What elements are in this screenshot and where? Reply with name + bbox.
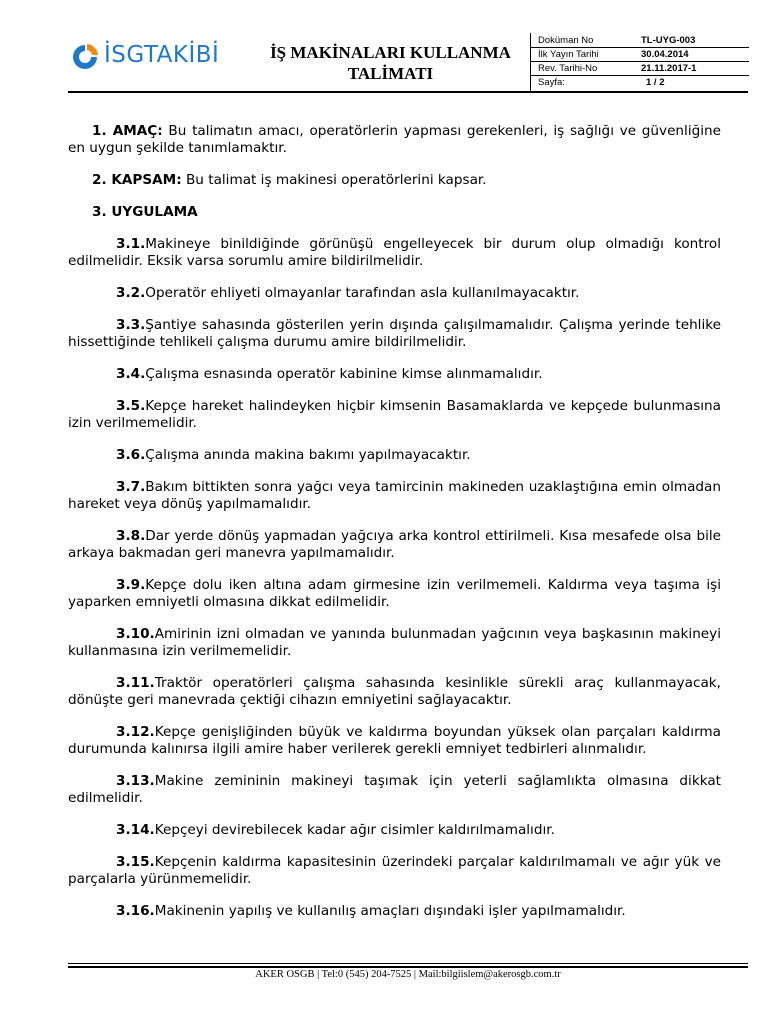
instruction-item bbox=[68, 285, 721, 302]
header-divider bbox=[68, 91, 748, 93]
instruction-text: Operatör ehliyeti olmayanlar tarafından asla kullanılmayacaktır. bbox=[145, 285, 580, 301]
section-purpose bbox=[68, 123, 721, 157]
instruction-number: 3.12. bbox=[116, 724, 155, 740]
instruction-number: 3.2. bbox=[116, 285, 146, 301]
instruction-number: 3.11. bbox=[116, 675, 155, 691]
logo-wordmark: İSGTAKİBİ bbox=[104, 42, 220, 68]
instruction-item bbox=[68, 577, 721, 611]
section-scope-text: Bu talimat iş makinesi operatörlerini kapsar. bbox=[185, 172, 487, 188]
section-scope bbox=[68, 172, 721, 189]
instruction-number: 3.10. bbox=[116, 626, 155, 642]
instruction-list bbox=[68, 236, 721, 920]
instruction-item bbox=[68, 236, 721, 270]
instruction-text: Bakım bittikten sonra yağcı veya tamircinin makineden uzaklaştığına emin olmadan hareket veya dönüş yapılmamalıdır. bbox=[68, 479, 721, 512]
instruction-text: Çalışma esnasında operatör kabinine kimse alınmamalıdır. bbox=[145, 366, 543, 382]
section-application-label: 3. UYGULAMA bbox=[92, 204, 198, 220]
instruction-text: Kepçeyi devirebilecek kadar ağır cisimler kaldırılmamalıdır. bbox=[154, 822, 555, 838]
meta-value: 1 / 2 bbox=[646, 77, 665, 88]
instruction-item bbox=[68, 854, 721, 888]
instruction-number: 3.1. bbox=[116, 236, 146, 252]
instruction-text: Kepçe hareket halindeyken hiçbir kimsenin Basamaklarda ve kepçede bulunmasına izin verilmemelidir. bbox=[68, 398, 721, 431]
instruction-number: 3.9. bbox=[116, 577, 146, 593]
instruction-item bbox=[68, 626, 721, 660]
instruction-item bbox=[68, 366, 721, 383]
instruction-item bbox=[68, 447, 721, 464]
document-title bbox=[248, 42, 533, 84]
instruction-text: Şantiye sahasında gösterilen yerin dışında çalışılmamalıdır. Çalışma yerinde tehlike hissettiğinde tehlikeli çalışma durumu amire bildirilmelidir. bbox=[68, 317, 721, 350]
instruction-item bbox=[68, 822, 721, 839]
section-purpose-label: 1. AMAÇ: bbox=[92, 123, 163, 139]
footer-divider bbox=[68, 963, 748, 964]
instruction-number: 3.3. bbox=[116, 317, 146, 333]
instruction-text: Çalışma anında makina bakımı yapılmayacaktır. bbox=[145, 447, 471, 463]
instruction-text: Kepçe genişliğinden büyük ve kaldırma boyundan yüksek olan parçaları kaldırma durumunda kalınırsa ilgili amire haber verilerek gerekli emniyet tedbirleri alınmalıdır. bbox=[68, 724, 721, 757]
instruction-text: Dar yerde dönüş yapmadan yağcıya arka kontrol ettirilmeli. Kısa mesafede olsa bile arkaya bakmadan geri manevra yapılmamalıdır. bbox=[68, 528, 721, 561]
instruction-number: 3.6. bbox=[116, 447, 146, 463]
company-logo bbox=[70, 40, 220, 70]
instruction-number: 3.13. bbox=[116, 773, 155, 789]
instruction-number: 3.8. bbox=[116, 528, 146, 544]
instruction-item bbox=[68, 317, 721, 351]
title-line-2: TALİMATI bbox=[347, 64, 434, 83]
instruction-text: Kepçe dolu iken altına adam girmesine izin verilmemeli. Kaldırma veya taşıma işi yaparken emniyetli olmasına dikkat edilmelidir. bbox=[68, 577, 721, 610]
instruction-number: 3.16. bbox=[116, 903, 155, 919]
instruction-text: Amirinin izni olmadan ve yanında bulunmadan yağcının veya başkasının makineyi kullanmasına izin verilmemelidir. bbox=[68, 626, 721, 659]
meta-value: TL-UYG-003 bbox=[641, 35, 696, 46]
instruction-number: 3.5. bbox=[116, 398, 146, 414]
meta-key: İlk Yayın Tarihi bbox=[538, 49, 599, 60]
section-purpose-text: Bu talimatın amacı, operatörlerin yapması gerekenleri, iş sağlığı ve güvenliğine en uygun şekilde tanımlamaktır. bbox=[68, 123, 721, 156]
instruction-item bbox=[68, 398, 721, 432]
instruction-text: Makineye binildiğinde görünüşü engelleyecek bir durum olup olmadığı kontrol edilmelidir. Eksik varsa sorumlu amire bildirilmelidir. bbox=[68, 236, 721, 269]
instruction-item bbox=[68, 773, 721, 807]
instruction-number: 3.15. bbox=[116, 854, 155, 870]
instruction-text: Traktör operatörleri çalışma sahasında kesinlikle sürekli araç kullanmayacak, dönüşte geri manevrada çektiği cihazın emniyetini sağlayacaktır. bbox=[68, 675, 721, 708]
instruction-number: 3.7. bbox=[116, 479, 146, 495]
instruction-item bbox=[68, 675, 721, 709]
instruction-number: 3.14. bbox=[116, 822, 155, 838]
instruction-item bbox=[68, 724, 721, 758]
meta-key: Doküman No bbox=[538, 35, 594, 46]
instruction-text: Makinenin yapılış ve kullanılış amaçları dışındaki işler yapılmamalıdır. bbox=[154, 903, 626, 919]
instruction-item bbox=[68, 903, 721, 920]
meta-key: Rev. Tarihi-No bbox=[538, 63, 598, 74]
instruction-item bbox=[68, 528, 721, 562]
page-footer: AKER OSGB | Tel:0 (545) 204-7525 | Mail:bilgiislem@akerosgb.com.tr bbox=[255, 969, 561, 980]
meta-value: 30.04.2014 bbox=[641, 49, 689, 60]
title-line-1: İŞ MAKİNALARI KULLANMA bbox=[270, 43, 511, 62]
document-meta-table bbox=[530, 33, 749, 91]
meta-key: Sayfa: bbox=[538, 77, 565, 88]
section-application-heading bbox=[68, 204, 721, 221]
document-body bbox=[68, 123, 721, 935]
meta-value: 21.11.2017-1 bbox=[641, 63, 697, 74]
instruction-text: Makine zemininin makineyi taşımak için yeterli sağlamlıkta olmasına dikkat edilmelidir. bbox=[68, 773, 721, 806]
document-header bbox=[68, 33, 748, 91]
logo-icon bbox=[70, 42, 100, 72]
instruction-text: Kepçenin kaldırma kapasitesinin üzerindeki parçalar kaldırılmamalı ve ağır yük ve parçalarla yürünmemelidir. bbox=[68, 854, 721, 887]
section-scope-label: 2. KAPSAM: bbox=[92, 172, 182, 188]
instruction-number: 3.4. bbox=[116, 366, 146, 382]
instruction-item bbox=[68, 479, 721, 513]
